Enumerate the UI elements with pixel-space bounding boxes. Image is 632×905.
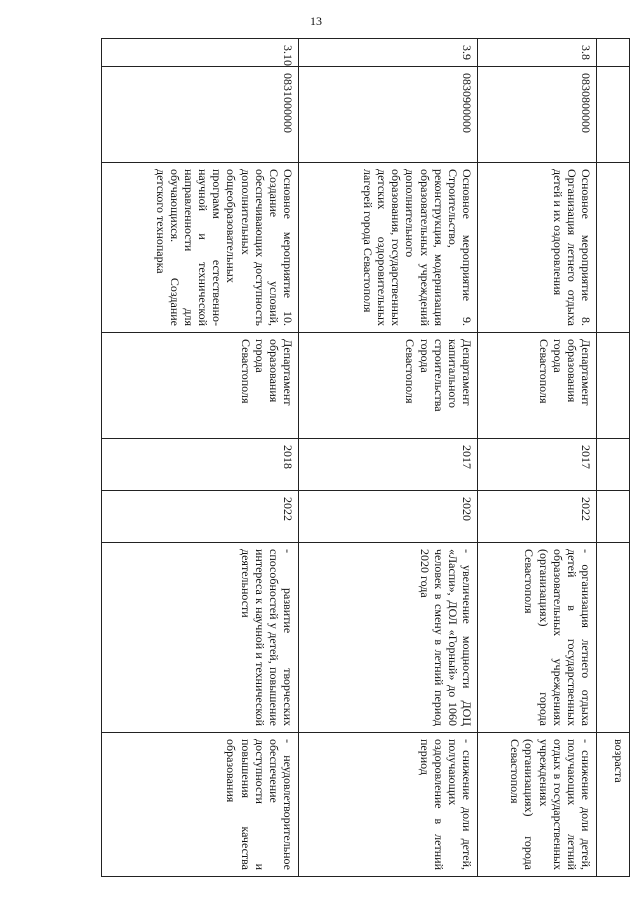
cell-code: 0830800000 (478, 67, 597, 163)
program-activities-table (101, 38, 630, 877)
cell-consequence: - неудовлетворительное обеспечение доступности и повышения качества образования (102, 733, 299, 877)
cell-activity: Основное мероприятие 8. Организация летнего отдыха детей и их оздоровления (478, 163, 597, 333)
cell-empty (597, 439, 630, 491)
cell-activity: Основное мероприятие 10. Создание условий, обеспечивающих доступность дополнительных общеобразовательных программ естественно-научной и технической направленности для обучающихся. Создание детского технопарка (102, 163, 299, 333)
cell-code: 0830900000 (299, 67, 478, 163)
cell-empty (597, 491, 630, 543)
cell-empty (597, 333, 630, 439)
cell-consequence: - снижение доли детей, получающих летний отдых в государственных учреждениях (организациях) города Севастополя (478, 733, 597, 877)
table-row-continuation (597, 39, 630, 877)
cell-code: 0831000000 (102, 67, 299, 163)
cell-start-year: 2017 (478, 439, 597, 491)
table-row (102, 39, 299, 877)
cell-activity: Основное мероприятие 9. Строительство, реконструкция, модернизация образовательных учреждений дополнительного образования, государственных детских оздоровительных лагерей города Севастополя (299, 163, 478, 333)
cell-empty (597, 67, 630, 163)
cell-consequence: - снижение доли детей, получающих оздоровление в летний период (299, 733, 478, 877)
cell-expected-result: - увеличение мощности ДОЦ «Ласпи», ДОЛ «Горный» до 1060 человек в смену в летний период 2020 года (299, 543, 478, 733)
cell-number: 3.10 (102, 39, 299, 67)
cell-end-year: 2020 (299, 491, 478, 543)
cell-executor: Департамент образования города Севастополя (102, 333, 299, 439)
cell-start-year: 2017 (299, 439, 478, 491)
cell-end-year: 2022 (478, 491, 597, 543)
page-number: 13 (310, 14, 322, 28)
cell-empty (597, 39, 630, 67)
cell-executor: Департамент образования города Севастополя (478, 333, 597, 439)
cell-expected-result: - развитие творческих способностей у детей, повышение интереса к научной и технической деятельности (102, 543, 299, 733)
cell-executor: Департамент капитального строительства города Севастополя (299, 333, 478, 439)
cell-end-year: 2022 (102, 491, 299, 543)
cell-start-year: 2018 (102, 439, 299, 491)
table-row (299, 39, 478, 877)
cell-empty (597, 163, 630, 333)
cell-number: 3.9 (299, 39, 478, 67)
cell-age-continuation: возраста (597, 733, 630, 877)
cell-number: 3.8 (478, 39, 597, 67)
cell-expected-result: - организация летнего отдыха детей в государственных образовательных учреждениях (организациях) города Севастополя (478, 543, 597, 733)
table-row (478, 39, 597, 877)
cell-empty (597, 543, 630, 733)
